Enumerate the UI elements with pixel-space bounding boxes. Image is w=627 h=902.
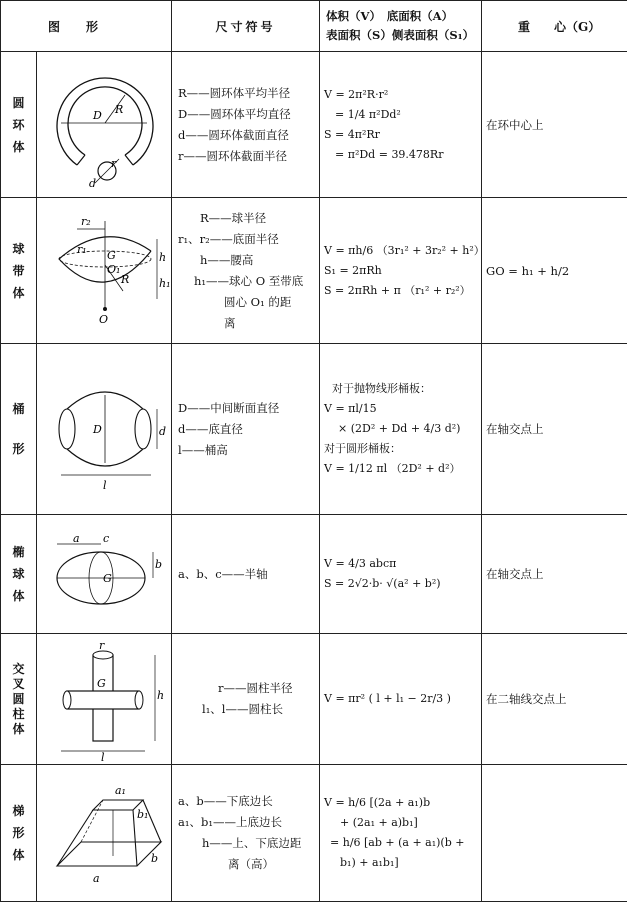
row-name: 椭 球 体 xyxy=(1,515,37,634)
torus-dims: R——圆环体平均半径 D——圆环体平均直径 d——圆环体截面直径 r——圆环体截面半径 xyxy=(172,52,320,198)
svg-text:D: D xyxy=(92,423,102,436)
table-row xyxy=(1,198,627,344)
svg-text:c: c xyxy=(103,532,109,545)
svg-text:O₁: O₁ xyxy=(107,263,120,276)
cross-cylinder-volume: V = πr² ( l + l₁ − 2r/3 ) xyxy=(320,634,482,765)
svg-text:d: d xyxy=(89,177,96,190)
spherical-zone-volume: V = πh/6 （3r₁² + 3r₂² + h²） S₁ = 2πRh S = 2πRh + π （r₁² + r₂²） xyxy=(320,198,482,344)
row-name: 圆 环 体 xyxy=(1,52,37,198)
prismoid-centroid xyxy=(482,765,627,902)
svg-text:l: l xyxy=(101,751,105,763)
spherical-zone-dims: R——球半径 r₁、r₂——底面半径 h——腰高 h₁——球心 O 至带底 圆心 O₁ 的距 离 xyxy=(172,198,320,344)
prismoid-icon xyxy=(37,766,171,900)
svg-text:b₁: b₁ xyxy=(137,808,148,821)
row-name: 球 带 体 xyxy=(1,198,37,344)
table-row xyxy=(1,344,627,515)
svg-text:G: G xyxy=(103,572,112,585)
svg-text:R: R xyxy=(120,273,129,286)
ellipsoid-centroid: 在轴交点上 xyxy=(482,515,627,634)
barrel-icon xyxy=(37,345,171,513)
torus-centroid: 在环中心上 xyxy=(482,52,627,198)
svg-text:d: d xyxy=(159,425,166,438)
ellipsoid-figure xyxy=(37,515,172,634)
svg-text:r₁: r₁ xyxy=(77,243,87,256)
torus-figure xyxy=(37,52,172,198)
svg-text:a: a xyxy=(73,532,80,545)
barrel-figure xyxy=(37,344,172,515)
table-row xyxy=(1,52,627,198)
svg-text:h₁: h₁ xyxy=(159,277,171,290)
svg-text:a: a xyxy=(93,872,100,885)
spherical-zone-icon xyxy=(37,199,171,343)
svg-text:G: G xyxy=(97,677,106,690)
header-dims: 尺寸符号 xyxy=(172,1,320,52)
ellipsoid-dims: a、b、c——半轴 xyxy=(172,515,320,634)
spherical-zone-centroid: GO = h₁ + h/2 xyxy=(482,198,627,344)
header-centroid: 重 心（G） xyxy=(482,1,627,52)
barrel-volume: 对于抛物线形桶板： V = πl/15 × (2D² + Dd + 4/3 d²) 对于圆形桶板： V = 1/12 πl （2D² + d²） xyxy=(320,344,482,515)
prismoid-figure xyxy=(37,765,172,902)
row-name: 桶 形 xyxy=(1,344,37,515)
cross-cylinder-figure xyxy=(37,634,172,765)
svg-text:l: l xyxy=(103,479,107,492)
svg-text:h: h xyxy=(159,251,166,264)
header-volume xyxy=(320,1,482,52)
header-volume-line2: 表面积（S）侧表面积（S₁） xyxy=(326,26,481,45)
table-row xyxy=(1,634,627,765)
svg-text:D: D xyxy=(92,109,102,122)
svg-text:h: h xyxy=(157,689,164,702)
header-figure: 图形 xyxy=(1,1,172,52)
svg-text:a₁: a₁ xyxy=(115,784,126,797)
ellipsoid-volume: V = 4/3 abcπ S = 2√2·b· √(a² + b²) xyxy=(320,515,482,634)
torus-icon xyxy=(37,53,171,197)
torus-volume: V = 2π²R·r² = 1/4 π²Dd² S = 4π²Rr = π²Dd = 39.478Rr xyxy=(320,52,482,198)
prismoid-volume: V = h/6 [(2a + a₁)b + (2a₁ + a)b₁] = h/6 [ab + (a + a₁)(b + b₁) + a₁b₁] xyxy=(320,765,482,902)
header-volume-line1: 体积（V） 底面积（A） xyxy=(326,7,481,26)
row-name: 梯 形 体 xyxy=(1,765,37,902)
spherical-zone-figure xyxy=(37,198,172,344)
prismoid-dims: a、b——下底边长 a₁、b₁——上底边长 h——上、下底边距 离（高） xyxy=(172,765,320,902)
svg-text:b: b xyxy=(155,558,162,571)
svg-text:G: G xyxy=(107,249,116,262)
cross-cylinder-centroid: 在二轴线交点上 xyxy=(482,634,627,765)
svg-text:b: b xyxy=(151,852,158,865)
svg-text:r: r xyxy=(111,157,117,170)
cross-cylinder-dims: r——圆柱半径 l₁、l——圆柱长 xyxy=(172,634,320,765)
table-row xyxy=(1,765,627,902)
header-row xyxy=(1,1,627,52)
svg-text:R: R xyxy=(114,103,123,116)
cross-cylinder-icon xyxy=(37,635,171,763)
ellipsoid-icon xyxy=(37,516,171,632)
barrel-centroid: 在轴交点上 xyxy=(482,344,627,515)
svg-text:O: O xyxy=(99,313,108,326)
barrel-dims: D——中间断面直径 d——底直径 l——桶高 xyxy=(172,344,320,515)
svg-text:r₂: r₂ xyxy=(81,215,91,228)
svg-text:r: r xyxy=(99,639,105,652)
table-row xyxy=(1,515,627,634)
row-name: 交 叉 圆 柱 体 xyxy=(1,634,37,765)
